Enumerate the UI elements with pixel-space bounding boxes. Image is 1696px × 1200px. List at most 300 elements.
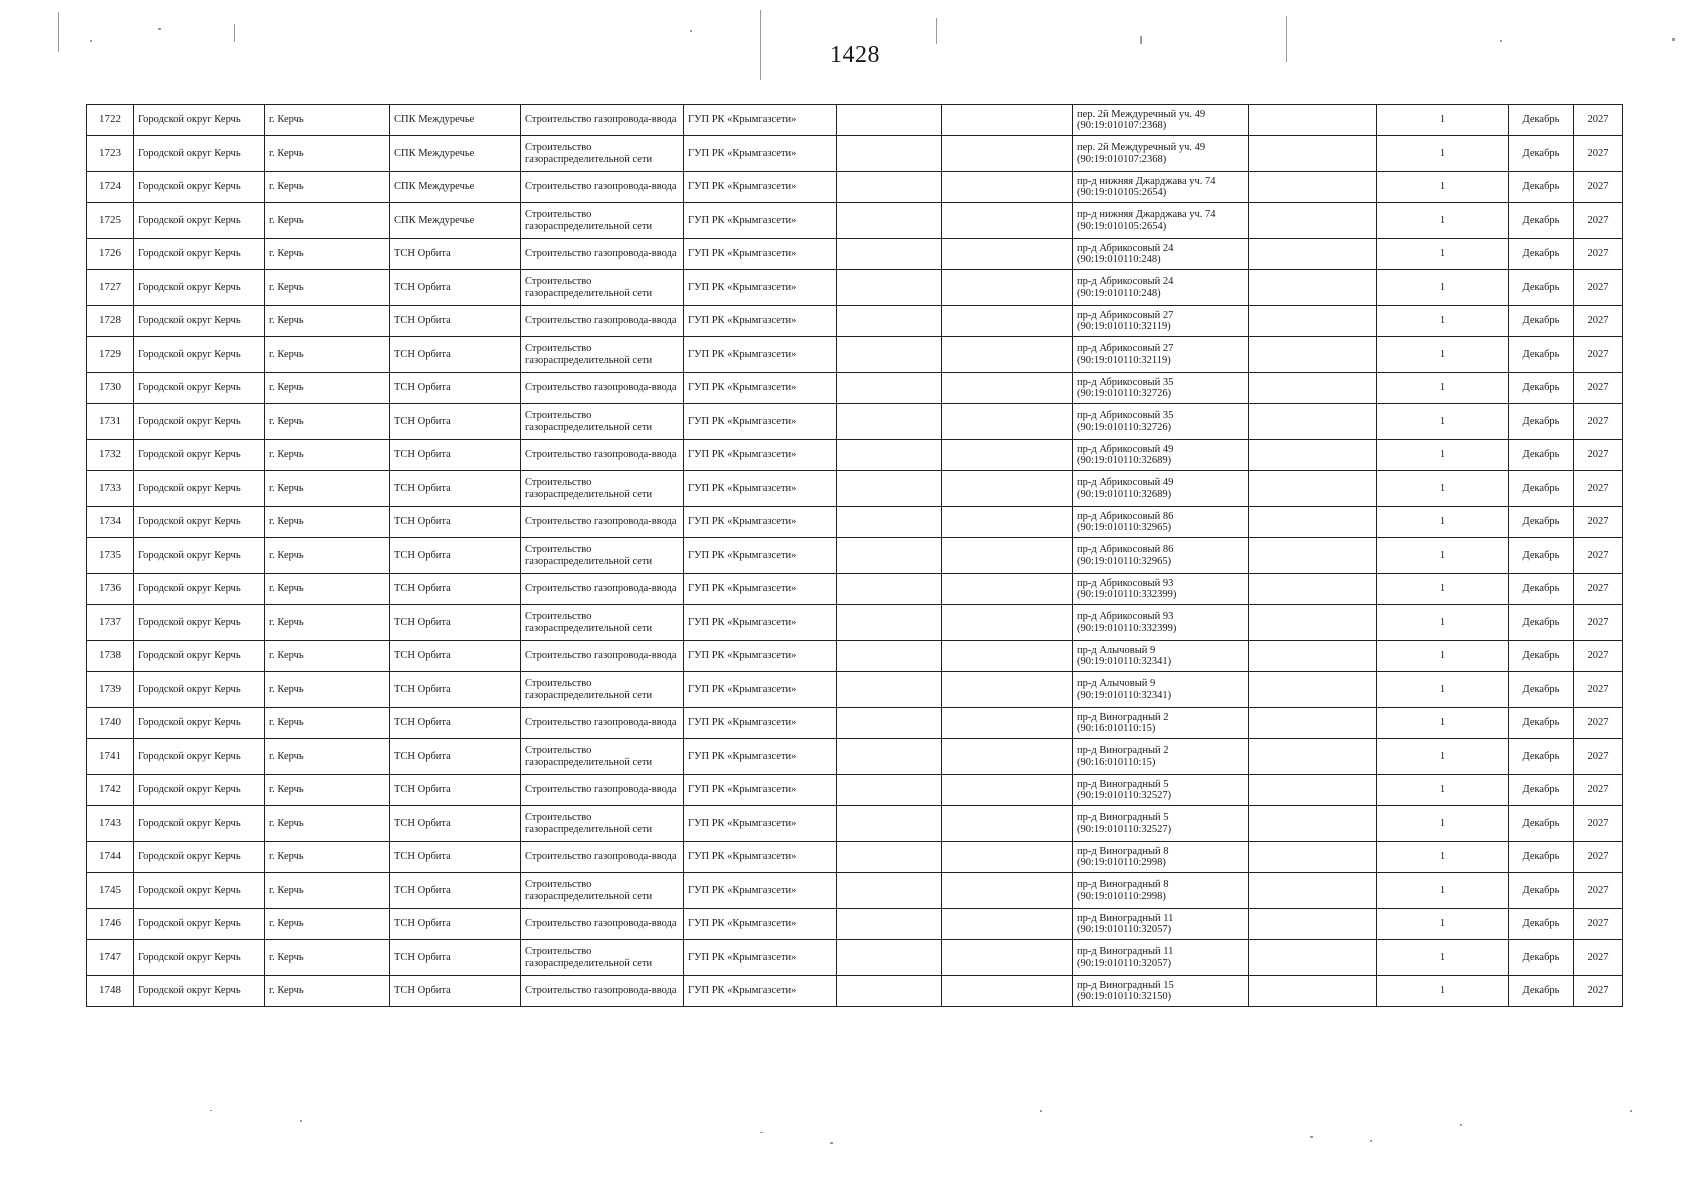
locality-cell: г. Керчь: [265, 538, 390, 574]
empty-cell: [942, 440, 1073, 471]
operator-cell: ГУП РК «Крымгазсети»: [684, 337, 837, 373]
locality-cell: г. Керчь: [265, 507, 390, 538]
row-number: 1737: [87, 605, 134, 641]
scan-artifact: [830, 1142, 833, 1144]
address-cell: пр-д Абрикосовый 86 (90:19:010110:32965): [1073, 507, 1249, 538]
work-type-cell: Строительство газопровода-ввода: [521, 574, 684, 605]
month-cell: Декабрь: [1509, 440, 1574, 471]
organization-cell: ТСН Орбита: [390, 404, 521, 440]
year-cell: 2027: [1574, 842, 1623, 873]
address-cell: пр-д Виноградный 2 (90:16:010110:15): [1073, 708, 1249, 739]
operator-cell: ГУП РК «Крымгазсети»: [684, 909, 837, 940]
empty-cell: [942, 708, 1073, 739]
operator-cell: ГУП РК «Крымгазсети»: [684, 404, 837, 440]
work-type-cell: Строительство газораспределительной сети: [521, 136, 684, 172]
address-cell: пр-д Абрикосовый 35 (90:19:010110:32726): [1073, 373, 1249, 404]
year-cell: 2027: [1574, 976, 1623, 1007]
operator-cell: ГУП РК «Крымгазсети»: [684, 739, 837, 775]
empty-cell: [942, 641, 1073, 672]
operator-cell: ГУП РК «Крымгазсети»: [684, 940, 837, 976]
table-row: [87, 337, 1623, 373]
address-cell: пр-д Абрикосовый 49 (90:19:010110:32689): [1073, 471, 1249, 507]
empty-cell: [1249, 105, 1377, 136]
work-type-cell: Строительство газораспределительной сети: [521, 404, 684, 440]
empty-cell: [942, 976, 1073, 1007]
empty-cell: [942, 873, 1073, 909]
quantity-cell: 1: [1377, 708, 1509, 739]
table-row: [87, 105, 1623, 136]
operator-cell: ГУП РК «Крымгазсети»: [684, 672, 837, 708]
organization-cell: ТСН Орбита: [390, 909, 521, 940]
operator-cell: ГУП РК «Крымгазсети»: [684, 471, 837, 507]
quantity-cell: 1: [1377, 239, 1509, 270]
address-cell: пр-д Абрикосовый 35 (90:19:010110:32726): [1073, 404, 1249, 440]
year-cell: 2027: [1574, 940, 1623, 976]
year-cell: 2027: [1574, 440, 1623, 471]
month-cell: Декабрь: [1509, 172, 1574, 203]
table-row: [87, 239, 1623, 270]
address-cell: пр-д Виноградный 5 (90:19:010110:32527): [1073, 806, 1249, 842]
empty-cell: [837, 672, 942, 708]
organization-cell: ТСН Орбита: [390, 641, 521, 672]
table-row: [87, 708, 1623, 739]
address-cell: пр-д нижняя Джарджава уч. 74 (90:19:010105:2654): [1073, 172, 1249, 203]
table-row: [87, 806, 1623, 842]
table-row: [87, 471, 1623, 507]
year-cell: 2027: [1574, 806, 1623, 842]
operator-cell: ГУП РК «Крымгазсети»: [684, 270, 837, 306]
municipality-cell: Городской округ Керчь: [134, 976, 265, 1007]
organization-cell: ТСН Орбита: [390, 842, 521, 873]
empty-cell: [942, 203, 1073, 239]
locality-cell: г. Керчь: [265, 203, 390, 239]
locality-cell: г. Керчь: [265, 440, 390, 471]
operator-cell: ГУП РК «Крымгазсети»: [684, 239, 837, 270]
locality-cell: г. Керчь: [265, 105, 390, 136]
empty-cell: [1249, 940, 1377, 976]
scan-artifact: [210, 1110, 212, 1111]
empty-cell: [837, 306, 942, 337]
month-cell: Декабрь: [1509, 641, 1574, 672]
scan-artifact: [234, 24, 235, 42]
municipality-cell: Городской округ Керчь: [134, 471, 265, 507]
row-number: 1743: [87, 806, 134, 842]
row-number: 1742: [87, 775, 134, 806]
organization-cell: ТСН Орбита: [390, 239, 521, 270]
empty-cell: [1249, 538, 1377, 574]
municipality-cell: Городской округ Керчь: [134, 306, 265, 337]
quantity-cell: 1: [1377, 507, 1509, 538]
empty-cell: [942, 404, 1073, 440]
empty-cell: [1249, 203, 1377, 239]
empty-cell: [942, 775, 1073, 806]
locality-cell: г. Керчь: [265, 842, 390, 873]
empty-cell: [1249, 471, 1377, 507]
quantity-cell: 1: [1377, 909, 1509, 940]
empty-cell: [1249, 842, 1377, 873]
year-cell: 2027: [1574, 172, 1623, 203]
table-row: [87, 172, 1623, 203]
page-number: 1428: [830, 42, 880, 68]
empty-cell: [1249, 404, 1377, 440]
municipality-cell: Городской округ Керчь: [134, 672, 265, 708]
address-cell: пр-д Абрикосовый 27 (90:19:010110:32119): [1073, 306, 1249, 337]
empty-cell: [942, 806, 1073, 842]
municipality-cell: Городской округ Керчь: [134, 337, 265, 373]
empty-cell: [837, 574, 942, 605]
year-cell: 2027: [1574, 306, 1623, 337]
locality-cell: г. Керчь: [265, 136, 390, 172]
work-type-cell: Строительство газораспределительной сети: [521, 806, 684, 842]
year-cell: 2027: [1574, 641, 1623, 672]
address-cell: пр-д Абрикосовый 27 (90:19:010110:32119): [1073, 337, 1249, 373]
row-number: 1728: [87, 306, 134, 337]
address-cell: пр-д Виноградный 2 (90:16:010110:15): [1073, 739, 1249, 775]
year-cell: 2027: [1574, 270, 1623, 306]
organization-cell: СПК Междуречье: [390, 172, 521, 203]
municipality-cell: Городской округ Керчь: [134, 641, 265, 672]
municipality-cell: Городской округ Керчь: [134, 507, 265, 538]
year-cell: 2027: [1574, 337, 1623, 373]
table-row: [87, 672, 1623, 708]
quantity-cell: 1: [1377, 136, 1509, 172]
empty-cell: [837, 337, 942, 373]
organization-cell: ТСН Орбита: [390, 373, 521, 404]
address-cell: пер. 2й Междуречный уч. 49 (90:19:010107:2368): [1073, 105, 1249, 136]
quantity-cell: 1: [1377, 270, 1509, 306]
municipality-cell: Городской округ Керчь: [134, 136, 265, 172]
address-cell: пр-д Абрикосовый 24 (90:19:010110:248): [1073, 270, 1249, 306]
empty-cell: [837, 873, 942, 909]
empty-cell: [837, 239, 942, 270]
month-cell: Декабрь: [1509, 806, 1574, 842]
table-row: [87, 909, 1623, 940]
address-cell: пр-д Абрикосовый 49 (90:19:010110:32689): [1073, 440, 1249, 471]
address-cell: пр-д Виноградный 15 (90:19:010110:32150): [1073, 976, 1249, 1007]
operator-cell: ГУП РК «Крымгазсети»: [684, 641, 837, 672]
month-cell: Декабрь: [1509, 270, 1574, 306]
scan-artifact-area: [0, 1080, 1696, 1200]
month-cell: Декабрь: [1509, 574, 1574, 605]
address-cell: пр-д Виноградный 5 (90:19:010110:32527): [1073, 775, 1249, 806]
operator-cell: ГУП РК «Крымгазсети»: [684, 842, 837, 873]
empty-cell: [837, 538, 942, 574]
municipality-cell: Городской округ Керчь: [134, 373, 265, 404]
quantity-cell: 1: [1377, 842, 1509, 873]
empty-cell: [1249, 373, 1377, 404]
month-cell: Декабрь: [1509, 940, 1574, 976]
municipality-cell: Городской округ Керчь: [134, 574, 265, 605]
organization-cell: ТСН Орбита: [390, 507, 521, 538]
quantity-cell: 1: [1377, 373, 1509, 404]
locality-cell: г. Керчь: [265, 739, 390, 775]
empty-cell: [942, 337, 1073, 373]
year-cell: 2027: [1574, 672, 1623, 708]
municipality-cell: Городской округ Керчь: [134, 842, 265, 873]
organization-cell: ТСН Орбита: [390, 574, 521, 605]
address-cell: пр-д Виноградный 8 (90:19:010110:2998): [1073, 842, 1249, 873]
empty-cell: [837, 909, 942, 940]
operator-cell: ГУП РК «Крымгазсети»: [684, 806, 837, 842]
municipality-cell: Городской округ Керчь: [134, 270, 265, 306]
operator-cell: ГУП РК «Крымгазсети»: [684, 373, 837, 404]
empty-cell: [1249, 337, 1377, 373]
year-cell: 2027: [1574, 105, 1623, 136]
scan-artifact: [690, 30, 692, 32]
organization-cell: ТСН Орбита: [390, 270, 521, 306]
row-number: 1738: [87, 641, 134, 672]
empty-cell: [1249, 672, 1377, 708]
empty-cell: [837, 203, 942, 239]
table-row: [87, 641, 1623, 672]
municipality-cell: Городской округ Керчь: [134, 739, 265, 775]
month-cell: Декабрь: [1509, 976, 1574, 1007]
empty-cell: [1249, 708, 1377, 739]
row-number: 1739: [87, 672, 134, 708]
municipality-cell: Городской округ Керчь: [134, 605, 265, 641]
month-cell: Декабрь: [1509, 605, 1574, 641]
operator-cell: ГУП РК «Крымгазсети»: [684, 203, 837, 239]
operator-cell: ГУП РК «Крымгазсети»: [684, 976, 837, 1007]
table-row: [87, 574, 1623, 605]
organization-cell: ТСН Орбита: [390, 976, 521, 1007]
year-cell: 2027: [1574, 574, 1623, 605]
organization-cell: ТСН Орбита: [390, 940, 521, 976]
year-cell: 2027: [1574, 471, 1623, 507]
table-row: [87, 440, 1623, 471]
empty-cell: [837, 708, 942, 739]
work-type-cell: Строительство газопровода-ввода: [521, 306, 684, 337]
empty-cell: [1249, 909, 1377, 940]
year-cell: 2027: [1574, 203, 1623, 239]
month-cell: Декабрь: [1509, 337, 1574, 373]
row-number: 1748: [87, 976, 134, 1007]
quantity-cell: 1: [1377, 404, 1509, 440]
table-row: [87, 306, 1623, 337]
register-table: [86, 104, 1623, 1007]
month-cell: Декабрь: [1509, 909, 1574, 940]
municipality-cell: Городской округ Керчь: [134, 940, 265, 976]
empty-cell: [942, 672, 1073, 708]
scan-artifact: [1460, 1124, 1462, 1126]
operator-cell: ГУП РК «Крымгазсети»: [684, 306, 837, 337]
organization-cell: ТСН Орбита: [390, 806, 521, 842]
empty-cell: [1249, 775, 1377, 806]
organization-cell: ТСН Орбита: [390, 471, 521, 507]
municipality-cell: Городской округ Керчь: [134, 873, 265, 909]
row-number: 1732: [87, 440, 134, 471]
empty-cell: [942, 739, 1073, 775]
empty-cell: [837, 105, 942, 136]
table-row: [87, 940, 1623, 976]
empty-cell: [837, 976, 942, 1007]
empty-cell: [942, 842, 1073, 873]
empty-cell: [942, 373, 1073, 404]
address-cell: пр-д Алычовый 9 (90:19:010110:32341): [1073, 641, 1249, 672]
locality-cell: г. Керчь: [265, 270, 390, 306]
row-number: 1746: [87, 909, 134, 940]
table-row: [87, 270, 1623, 306]
empty-cell: [1249, 806, 1377, 842]
quantity-cell: 1: [1377, 538, 1509, 574]
table-row: [87, 739, 1623, 775]
address-cell: пр-д Абрикосовый 24 (90:19:010110:248): [1073, 239, 1249, 270]
empty-cell: [1249, 306, 1377, 337]
work-type-cell: Строительство газопровода-ввода: [521, 842, 684, 873]
row-number: 1733: [87, 471, 134, 507]
table-row: [87, 404, 1623, 440]
empty-cell: [1249, 976, 1377, 1007]
month-cell: Декабрь: [1509, 471, 1574, 507]
municipality-cell: Городской округ Керчь: [134, 239, 265, 270]
month-cell: Декабрь: [1509, 739, 1574, 775]
month-cell: Декабрь: [1509, 239, 1574, 270]
row-number: 1722: [87, 105, 134, 136]
empty-cell: [942, 538, 1073, 574]
row-number: 1727: [87, 270, 134, 306]
empty-cell: [1249, 641, 1377, 672]
organization-cell: СПК Междуречье: [390, 203, 521, 239]
municipality-cell: Городской округ Керчь: [134, 404, 265, 440]
empty-cell: [1249, 440, 1377, 471]
operator-cell: ГУП РК «Крымгазсети»: [684, 873, 837, 909]
quantity-cell: 1: [1377, 940, 1509, 976]
organization-cell: ТСН Орбита: [390, 538, 521, 574]
row-number: 1745: [87, 873, 134, 909]
row-number: 1747: [87, 940, 134, 976]
municipality-cell: Городской округ Керчь: [134, 909, 265, 940]
locality-cell: г. Керчь: [265, 909, 390, 940]
table-row: [87, 136, 1623, 172]
organization-cell: ТСН Орбита: [390, 605, 521, 641]
empty-cell: [942, 270, 1073, 306]
municipality-cell: Городской округ Керчь: [134, 105, 265, 136]
quantity-cell: 1: [1377, 574, 1509, 605]
empty-cell: [837, 806, 942, 842]
locality-cell: г. Керчь: [265, 873, 390, 909]
empty-cell: [1249, 239, 1377, 270]
address-cell: пр-д Алычовый 9 (90:19:010110:32341): [1073, 672, 1249, 708]
work-type-cell: Строительство газораспределительной сети: [521, 739, 684, 775]
quantity-cell: 1: [1377, 672, 1509, 708]
month-cell: Декабрь: [1509, 538, 1574, 574]
scan-artifact: [936, 18, 937, 44]
empty-cell: [942, 136, 1073, 172]
work-type-cell: Строительство газопровода-ввода: [521, 708, 684, 739]
organization-cell: СПК Междуречье: [390, 136, 521, 172]
quantity-cell: 1: [1377, 203, 1509, 239]
quantity-cell: 1: [1377, 806, 1509, 842]
year-cell: 2027: [1574, 538, 1623, 574]
empty-cell: [837, 605, 942, 641]
empty-cell: [837, 373, 942, 404]
operator-cell: ГУП РК «Крымгазсети»: [684, 775, 837, 806]
municipality-cell: Городской округ Керчь: [134, 708, 265, 739]
scan-artifact: [1672, 38, 1675, 41]
scan-artifact: [158, 28, 161, 30]
locality-cell: г. Керчь: [265, 471, 390, 507]
month-cell: Декабрь: [1509, 203, 1574, 239]
table-row: [87, 873, 1623, 909]
row-number: 1734: [87, 507, 134, 538]
empty-cell: [1249, 507, 1377, 538]
year-cell: 2027: [1574, 373, 1623, 404]
work-type-cell: Строительство газораспределительной сети: [521, 672, 684, 708]
row-number: 1725: [87, 203, 134, 239]
operator-cell: ГУП РК «Крымгазсети»: [684, 440, 837, 471]
work-type-cell: Строительство газораспределительной сети: [521, 873, 684, 909]
operator-cell: ГУП РК «Крымгазсети»: [684, 507, 837, 538]
empty-cell: [942, 471, 1073, 507]
empty-cell: [1249, 574, 1377, 605]
register-body: [87, 105, 1623, 1007]
municipality-cell: Городской округ Керчь: [134, 806, 265, 842]
row-number: 1726: [87, 239, 134, 270]
work-type-cell: Строительство газопровода-ввода: [521, 172, 684, 203]
quantity-cell: 1: [1377, 105, 1509, 136]
locality-cell: г. Керчь: [265, 940, 390, 976]
empty-cell: [1249, 605, 1377, 641]
year-cell: 2027: [1574, 136, 1623, 172]
table-row: [87, 605, 1623, 641]
empty-cell: [837, 940, 942, 976]
locality-cell: г. Керчь: [265, 641, 390, 672]
quantity-cell: 1: [1377, 739, 1509, 775]
quantity-cell: 1: [1377, 641, 1509, 672]
municipality-cell: Городской округ Керчь: [134, 538, 265, 574]
work-type-cell: Строительство газораспределительной сети: [521, 538, 684, 574]
month-cell: Декабрь: [1509, 507, 1574, 538]
quantity-cell: 1: [1377, 976, 1509, 1007]
work-type-cell: Строительство газопровода-ввода: [521, 909, 684, 940]
empty-cell: [942, 507, 1073, 538]
year-cell: 2027: [1574, 708, 1623, 739]
address-cell: пер. 2й Междуречный уч. 49 (90:19:010107:2368): [1073, 136, 1249, 172]
organization-cell: ТСН Орбита: [390, 708, 521, 739]
row-number: 1736: [87, 574, 134, 605]
work-type-cell: Строительство газораспределительной сети: [521, 605, 684, 641]
empty-cell: [1249, 873, 1377, 909]
year-cell: 2027: [1574, 404, 1623, 440]
address-cell: пр-д Виноградный 11 (90:19:010110:32057): [1073, 909, 1249, 940]
empty-cell: [837, 641, 942, 672]
year-cell: 2027: [1574, 873, 1623, 909]
empty-cell: [942, 239, 1073, 270]
quantity-cell: 1: [1377, 605, 1509, 641]
work-type-cell: Строительство газораспределительной сети: [521, 270, 684, 306]
month-cell: Декабрь: [1509, 105, 1574, 136]
scan-artifact: [1310, 1136, 1313, 1138]
operator-cell: ГУП РК «Крымгазсети»: [684, 136, 837, 172]
locality-cell: г. Керчь: [265, 373, 390, 404]
table-row: [87, 507, 1623, 538]
locality-cell: г. Керчь: [265, 337, 390, 373]
row-number: 1730: [87, 373, 134, 404]
empty-cell: [942, 172, 1073, 203]
quantity-cell: 1: [1377, 172, 1509, 203]
locality-cell: г. Керчь: [265, 404, 390, 440]
scan-artifact: [1040, 1110, 1042, 1112]
locality-cell: г. Керчь: [265, 574, 390, 605]
work-type-cell: Строительство газопровода-ввода: [521, 641, 684, 672]
municipality-cell: Городской округ Керчь: [134, 172, 265, 203]
table-row: [87, 842, 1623, 873]
row-number: 1729: [87, 337, 134, 373]
municipality-cell: Городской округ Керчь: [134, 440, 265, 471]
empty-cell: [942, 306, 1073, 337]
month-cell: Декабрь: [1509, 775, 1574, 806]
quantity-cell: 1: [1377, 337, 1509, 373]
